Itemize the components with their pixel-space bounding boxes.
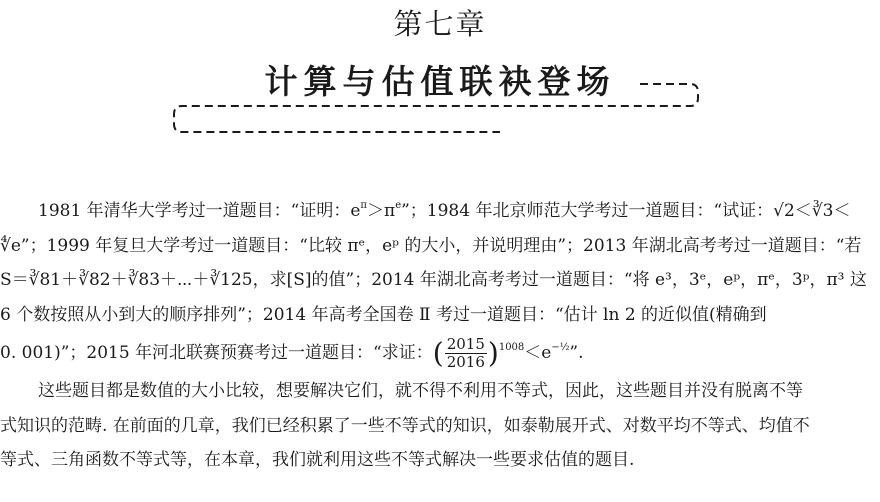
paragraph-1-line-1 xyxy=(0,194,880,229)
left-paren: ( xyxy=(432,336,444,370)
text-segment: 1981 年清华大学考过一道题目：“证明：e xyxy=(38,201,361,221)
text-segment: ”；1984 年北京师范大学考过一道题目：“试证：√2＜∛3＜ xyxy=(401,201,851,221)
text-segment: 式知识的范畴. 在前面的几章，我们已经积累了一些不等式的知识，如泰勒展开式、对数平均不等式、均值不 xyxy=(0,415,810,436)
chapter-label: 第七章 xyxy=(393,7,487,41)
fraction xyxy=(445,336,487,371)
paragraph-1-line-4 xyxy=(0,298,880,333)
text-segment: ＜e xyxy=(524,343,552,363)
paragraph-1-line-3 xyxy=(0,263,880,298)
text-segment: ”. xyxy=(569,343,584,363)
paragraph-1-line-5 xyxy=(0,332,880,374)
paragraph-2-line-3 xyxy=(0,443,880,478)
text-segment: 这些题目都是数值的大小比较，想要解决它们，就不得不利用不等式，因此，这些题目并没有脱离不等 xyxy=(38,381,803,401)
text-segment: S＝∛81＋∛82＋∛83＋⋯＋∛125，求[S]的值”；2014 年湖北高考考过一道题目：“将 e³，3ᵉ，eᵖ，πᵉ，3ᵖ，π³ 这 xyxy=(0,270,867,290)
chapter-title: 计算与估值联袂登场 xyxy=(264,62,616,101)
body-text xyxy=(0,194,880,478)
text-segment: 等式、三角函数不等式等，在本章，我们就利用这些不等式解决一些要求估值的题目. xyxy=(0,450,635,470)
superscript: π xyxy=(360,200,367,211)
fraction-denominator: 2016 xyxy=(446,353,485,371)
superscript: e xyxy=(395,200,402,211)
superscript: −½ xyxy=(551,342,570,353)
paragraph-2-line-2 xyxy=(0,409,880,444)
text-segment: 6 个数按照从小到大的顺序排列”；2014 年高考全国卷 Ⅱ 考过一道题目：“估计 ln 2 的近似值(精确到 xyxy=(0,304,767,325)
paragraph-1-line-2 xyxy=(0,229,880,264)
text-segment: ＞π xyxy=(367,201,396,221)
text-segment: ∜e”；1999 年复旦大学考过一道题目：“比较 πᵉ，eᵖ 的大小，并说明理由”；2013 年湖北高考考过一道题目：“若 xyxy=(0,235,862,256)
right-paren: ) xyxy=(487,336,499,370)
text-segment: 0. 001)”；2015 年河北联赛预赛考过一道题目：“求证： xyxy=(0,343,433,363)
paragraph-2-line-1 xyxy=(0,374,880,409)
exponent: 1008 xyxy=(498,342,525,353)
fraction-numerator: 2015 xyxy=(446,335,485,353)
